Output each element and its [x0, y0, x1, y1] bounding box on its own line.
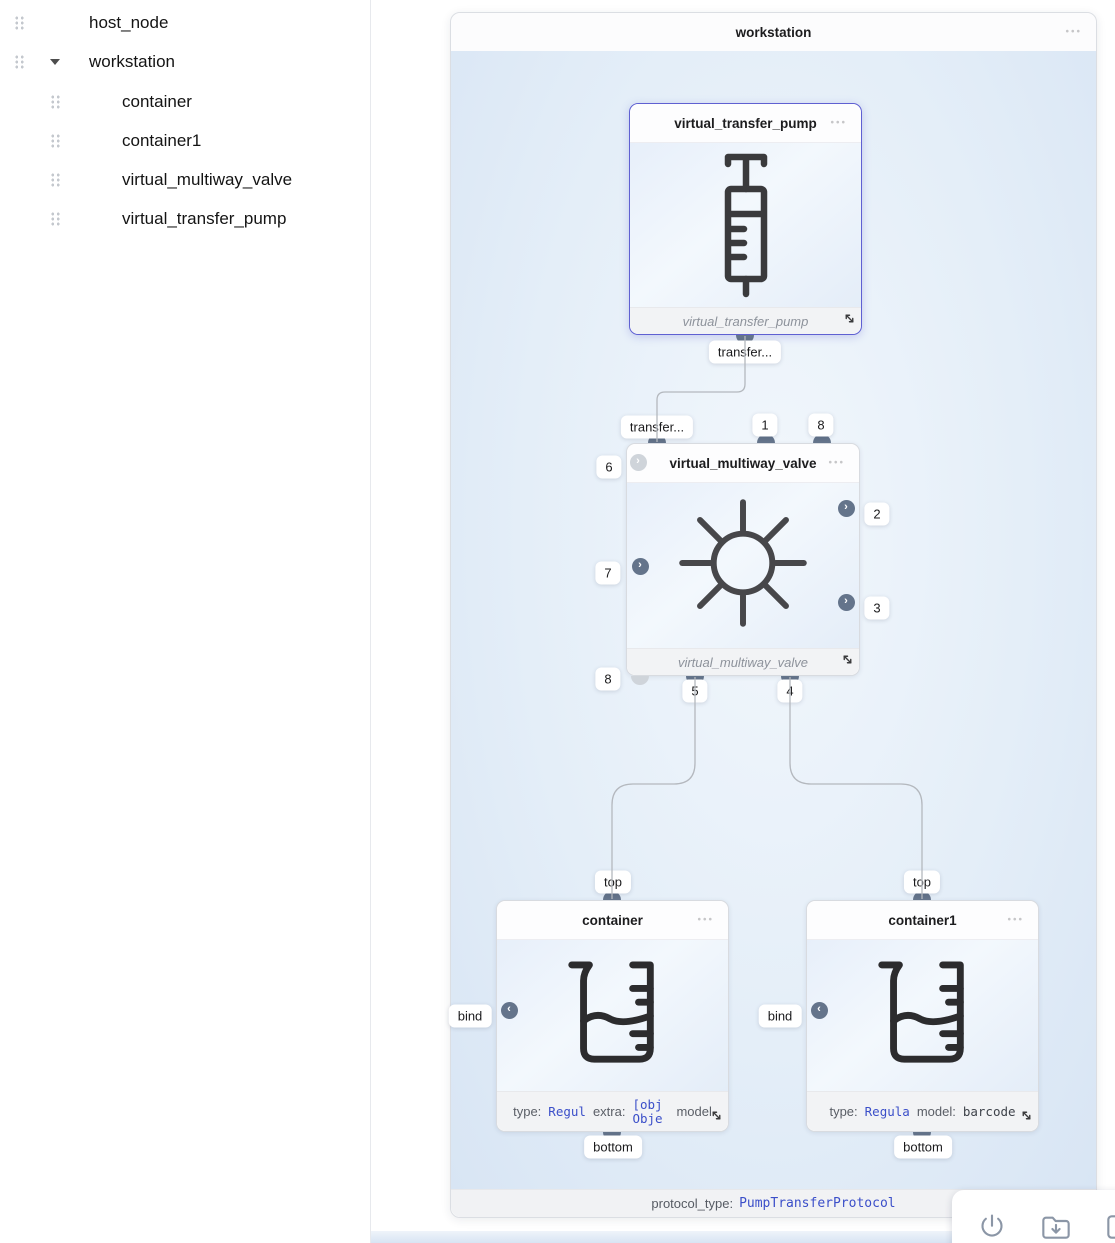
node-virtual-multiway-valve[interactable]: [626, 443, 860, 676]
port-label-container1-bind: bind: [759, 1005, 802, 1028]
syringe-icon: [720, 148, 772, 303]
port-label-valve-8-bottom: 8: [595, 668, 620, 691]
tree-item-workstation[interactable]: [0, 42, 370, 81]
node-footer: [627, 648, 859, 675]
port-label-valve-transfer: transfer...: [621, 416, 693, 439]
resize-icon[interactable]: [1020, 1109, 1033, 1127]
port-label-valve-7: 7: [595, 562, 620, 585]
node-title: container: [582, 912, 643, 928]
chevron-right-icon: ›: [844, 595, 848, 607]
node-display-name: virtual_multiway_valve: [677, 654, 809, 670]
protocol-type-label: protocol_type:: [651, 1196, 734, 1211]
drag-handle-icon[interactable]: [50, 133, 61, 148]
tree-item-virtual-multiway-valve[interactable]: [0, 160, 370, 199]
port-label-valve-2: 2: [864, 503, 889, 526]
chevron-right-icon: ›: [844, 501, 848, 513]
attr-label: type:: [829, 1104, 858, 1119]
port-circle-container1-bind[interactable]: [811, 1002, 828, 1019]
workstation-header[interactable]: [451, 13, 1096, 52]
port-circle-valve-6[interactable]: [630, 454, 647, 471]
drag-handle-icon[interactable]: [50, 94, 61, 109]
tree-item-label: virtual_multiway_valve: [122, 169, 293, 189]
port-label-pump-transfer: transfer...: [709, 341, 781, 364]
caret-down-icon[interactable]: [50, 59, 60, 65]
port-label-container1-bottom: bottom: [894, 1136, 952, 1159]
attr-value: Regul: [548, 1104, 586, 1119]
node-body: [497, 940, 728, 1091]
drag-handle-icon[interactable]: [14, 54, 25, 69]
attr-value: barcode: [962, 1104, 1016, 1119]
port-circle-container-bind[interactable]: [501, 1002, 518, 1019]
node-container1[interactable]: [806, 900, 1039, 1132]
node-menu-icon[interactable]: •••: [697, 914, 714, 926]
node-attrs: [497, 1091, 728, 1131]
node-title: virtual_transfer_pump: [674, 115, 817, 131]
port-label-valve-4: 4: [777, 680, 802, 703]
attr-label: model:: [916, 1104, 956, 1119]
port-label-container-top: top: [595, 871, 631, 894]
node-display-name: virtual_transfer_pump: [682, 313, 809, 329]
port-circle-valve-3[interactable]: [838, 594, 855, 611]
tree-item-label: container: [122, 91, 192, 111]
attr-value: Regula: [864, 1104, 910, 1119]
valve-icon: [667, 487, 819, 644]
node-header[interactable]: [497, 901, 728, 940]
canvas-toolbar: [952, 1190, 1115, 1243]
node-body: [627, 483, 859, 648]
attr-label: type:: [513, 1104, 542, 1119]
drag-handle-icon[interactable]: [50, 172, 61, 187]
node-header[interactable]: [627, 444, 859, 483]
protocol-type-value: PumpTransferProtocol: [739, 1196, 896, 1211]
port-label-valve-8-top: 8: [808, 414, 833, 437]
beaker-icon: [873, 958, 973, 1073]
beaker-icon: [563, 958, 663, 1073]
resize-icon[interactable]: [841, 653, 854, 671]
resize-icon[interactable]: [843, 312, 856, 330]
chevron-left-icon: ‹: [817, 1003, 821, 1015]
drag-handle-icon[interactable]: [50, 211, 61, 226]
node-menu-icon[interactable]: •••: [1007, 914, 1024, 926]
attr-label: extra:: [592, 1104, 626, 1119]
clipped-window-icon[interactable]: [1105, 1212, 1115, 1243]
sidebar-tree: [0, 0, 371, 1243]
node-body: [630, 143, 861, 307]
drag-handle-icon[interactable]: [14, 15, 25, 30]
node-menu-icon[interactable]: •••: [830, 117, 847, 129]
node-footer: [630, 307, 861, 334]
chevron-right-icon: ›: [636, 455, 640, 467]
node-menu-icon[interactable]: •••: [828, 457, 845, 469]
node-virtual-transfer-pump[interactable]: [629, 103, 862, 335]
folder-download-icon[interactable]: [1040, 1212, 1072, 1243]
node-header[interactable]: [807, 901, 1038, 940]
tree-item-container1[interactable]: [0, 121, 370, 160]
node-header[interactable]: [630, 104, 861, 143]
node-attrs: [807, 1091, 1038, 1131]
chevron-right-icon: ›: [638, 559, 642, 571]
tree-item-host-node[interactable]: [0, 3, 370, 42]
port-label-container1-top: top: [904, 871, 940, 894]
port-circle-valve-7[interactable]: [632, 558, 649, 575]
tree-item-virtual-transfer-pump[interactable]: [0, 199, 370, 238]
tree-item-label: virtual_transfer_pump: [122, 208, 287, 228]
tree-item-label: workstation: [89, 51, 175, 71]
resize-icon[interactable]: [710, 1109, 723, 1127]
power-icon[interactable]: [977, 1212, 1007, 1243]
port-label-valve-5: 5: [682, 680, 707, 703]
tree-item-container[interactable]: [0, 82, 370, 121]
port-label-container-bottom: bottom: [584, 1136, 642, 1159]
tree-item-label: container1: [122, 130, 202, 150]
node-title: container1: [888, 912, 957, 928]
node-body: [807, 940, 1038, 1091]
chevron-left-icon: ‹: [507, 1003, 511, 1015]
workstation-menu-icon[interactable]: •••: [1065, 26, 1082, 38]
workstation-title: workstation: [735, 24, 812, 40]
port-label-valve-6: 6: [596, 456, 621, 479]
port-label-container-bind: bind: [449, 1005, 492, 1028]
port-circle-valve-2[interactable]: [838, 500, 855, 517]
attr-label: model: [676, 1104, 712, 1119]
node-title: virtual_multiway_valve: [669, 455, 817, 471]
node-container[interactable]: [496, 900, 729, 1132]
port-label-valve-3: 3: [864, 597, 889, 620]
tree-item-label: host_node: [89, 12, 169, 32]
attr-value: [obj Obje: [632, 1096, 663, 1126]
port-label-valve-1: 1: [752, 414, 777, 437]
